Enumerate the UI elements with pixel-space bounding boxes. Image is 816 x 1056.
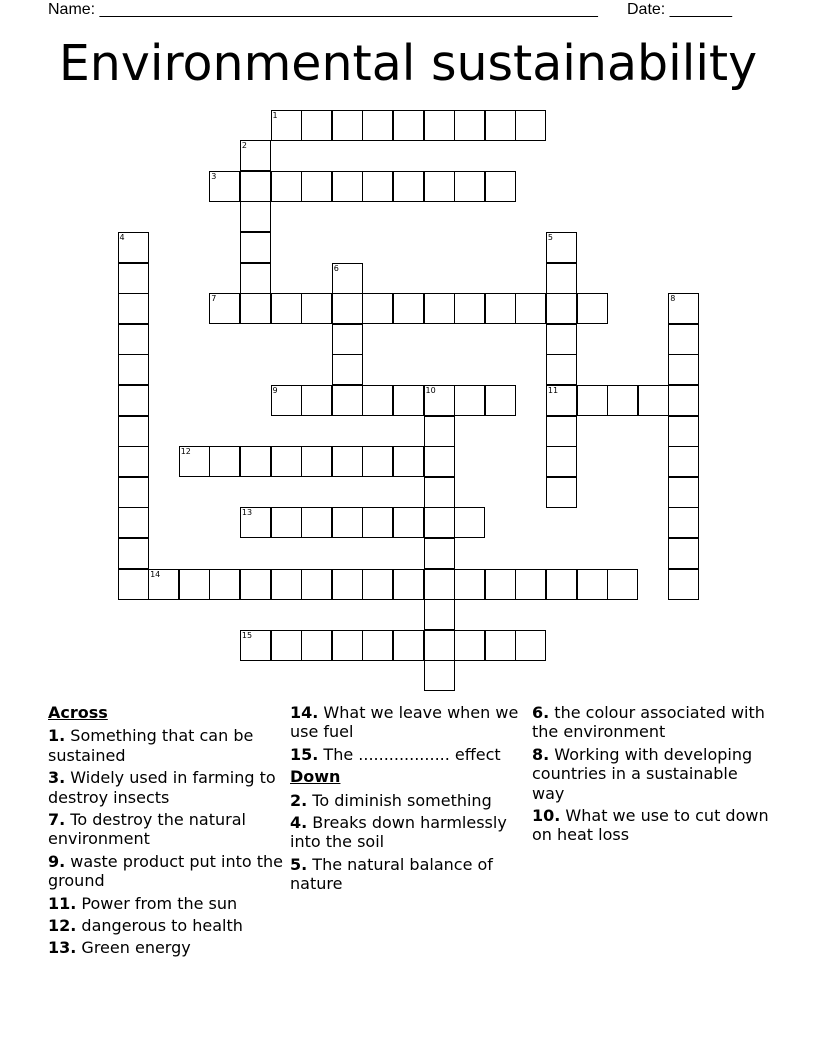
- grid-cell[interactable]: [424, 599, 455, 630]
- grid-cell[interactable]: [577, 385, 608, 416]
- grid-cell[interactable]: [454, 110, 485, 141]
- grid-cell[interactable]: [271, 446, 302, 477]
- grid-cell[interactable]: [393, 446, 424, 477]
- grid-cell[interactable]: [240, 630, 271, 661]
- grid-cell[interactable]: [271, 507, 302, 538]
- grid-cell[interactable]: [638, 385, 669, 416]
- clue-column-1: [48, 703, 288, 961]
- clue-across-13: 13. Green energy: [48, 938, 191, 958]
- grid-cell[interactable]: [515, 630, 546, 661]
- grid-cell[interactable]: [271, 293, 302, 324]
- grid-cell[interactable]: [668, 446, 699, 477]
- name-field[interactable]: Name: ________________________________________________________: [48, 1, 598, 18]
- grid-cell[interactable]: [240, 171, 271, 202]
- grid-cell[interactable]: [424, 416, 455, 447]
- grid-cell[interactable]: [362, 569, 393, 600]
- grid-cell[interactable]: [485, 630, 516, 661]
- cell-number: 11: [547, 385, 559, 395]
- grid-cell[interactable]: [546, 446, 577, 477]
- grid-cell[interactable]: [393, 507, 424, 538]
- grid-cell[interactable]: [362, 385, 393, 416]
- clue-down-6: 6. the colour associated with the environment: [532, 703, 765, 742]
- clue-down-2: 2. To diminish something: [290, 790, 492, 810]
- grid-cell[interactable]: [424, 171, 455, 202]
- grid-cell[interactable]: [271, 171, 302, 202]
- grid-cell[interactable]: [271, 110, 302, 141]
- across-heading: Across: [48, 703, 108, 722]
- cell-number: 2: [241, 141, 247, 151]
- clue-across-7: 7. To destroy the natural environment: [48, 810, 246, 849]
- grid-cell[interactable]: [240, 201, 271, 232]
- grid-cell[interactable]: [118, 477, 149, 508]
- grid-cell[interactable]: [668, 538, 699, 569]
- grid-cell[interactable]: [240, 140, 271, 171]
- grid-cell[interactable]: [424, 660, 455, 691]
- grid-cell[interactable]: [668, 385, 699, 416]
- grid-cell[interactable]: [118, 416, 149, 447]
- grid-cell[interactable]: [209, 569, 240, 600]
- grid-cell[interactable]: [454, 630, 485, 661]
- cell-number: 9: [272, 385, 278, 395]
- grid-cell[interactable]: [607, 569, 638, 600]
- clue-across-1: 1. Something that can be sustained: [48, 726, 254, 765]
- grid-cell[interactable]: [332, 385, 363, 416]
- grid-cell[interactable]: [546, 569, 577, 600]
- cell-number: 1: [272, 110, 278, 120]
- grid-cell[interactable]: [546, 477, 577, 508]
- grid-cell[interactable]: [362, 446, 393, 477]
- grid-cell[interactable]: [393, 385, 424, 416]
- clue-across-3: 3. Widely used in farming to destroy insects: [48, 768, 276, 807]
- grid-cell[interactable]: [118, 538, 149, 569]
- grid-cell[interactable]: [515, 293, 546, 324]
- grid-cell[interactable]: [209, 446, 240, 477]
- grid-cell[interactable]: [424, 110, 455, 141]
- grid-cell[interactable]: [546, 232, 577, 263]
- grid-cell[interactable]: [424, 569, 455, 600]
- grid-cell[interactable]: [424, 385, 455, 416]
- grid-cell[interactable]: [332, 630, 363, 661]
- grid-cell[interactable]: [577, 293, 608, 324]
- grid-cell[interactable]: [515, 569, 546, 600]
- grid-cell[interactable]: [118, 446, 149, 477]
- grid-cell[interactable]: [148, 569, 179, 600]
- grid-cell[interactable]: [301, 293, 332, 324]
- grid-cell[interactable]: [424, 630, 455, 661]
- clue-across-14: 14. What we leave when we use fuel: [290, 703, 519, 742]
- grid-cell[interactable]: [301, 630, 332, 661]
- grid-cell[interactable]: [546, 416, 577, 447]
- grid-cell[interactable]: [668, 507, 699, 538]
- grid-cell[interactable]: [668, 416, 699, 447]
- grid-cell[interactable]: [454, 385, 485, 416]
- grid-cell[interactable]: [301, 569, 332, 600]
- clue-column-2: [290, 703, 530, 897]
- grid-cell[interactable]: [454, 569, 485, 600]
- grid-cell[interactable]: [485, 171, 516, 202]
- clue-across-15: 15. The .................. effect: [290, 744, 501, 764]
- cell-number: 4: [119, 232, 125, 242]
- cell-number: 8: [670, 294, 676, 304]
- grid-cell[interactable]: [424, 293, 455, 324]
- grid-cell[interactable]: [332, 324, 363, 355]
- grid-cell[interactable]: [393, 293, 424, 324]
- grid-cell[interactable]: [546, 263, 577, 294]
- grid-cell[interactable]: [485, 569, 516, 600]
- grid-cell[interactable]: [424, 538, 455, 569]
- cell-number: 6: [333, 263, 339, 273]
- clue-down-8: 8. Working with developing countries in a sustainable way: [532, 744, 753, 803]
- grid-cell[interactable]: [240, 569, 271, 600]
- grid-cell[interactable]: [301, 171, 332, 202]
- grid-cell[interactable]: [485, 385, 516, 416]
- grid-cell[interactable]: [485, 293, 516, 324]
- cell-number: 10: [425, 385, 436, 395]
- grid-cell[interactable]: [118, 507, 149, 538]
- grid-cell[interactable]: [240, 446, 271, 477]
- grid-cell[interactable]: [362, 507, 393, 538]
- grid-cell[interactable]: [118, 232, 149, 263]
- grid-cell[interactable]: [577, 569, 608, 600]
- grid-cell[interactable]: [118, 569, 149, 600]
- grid-cell[interactable]: [362, 110, 393, 141]
- grid-cell[interactable]: [118, 385, 149, 416]
- grid-cell[interactable]: [332, 507, 363, 538]
- grid-cell[interactable]: [332, 263, 363, 294]
- cell-number: 15: [241, 630, 253, 640]
- clue-column-3: [532, 703, 772, 848]
- grid-cell[interactable]: [118, 324, 149, 355]
- grid-cell[interactable]: [332, 293, 363, 324]
- clue-across-12: 12. dangerous to health: [48, 916, 243, 936]
- grid-cell[interactable]: [179, 446, 210, 477]
- grid-cell[interactable]: [179, 569, 210, 600]
- page-title: Environmental sustainability: [58, 35, 758, 92]
- grid-cell[interactable]: [546, 293, 577, 324]
- grid-cell[interactable]: [118, 263, 149, 294]
- grid-cell[interactable]: [209, 171, 240, 202]
- grid-cell[interactable]: [332, 171, 363, 202]
- grid-cell[interactable]: [240, 263, 271, 294]
- grid-cell[interactable]: [332, 446, 363, 477]
- grid-cell[interactable]: [393, 110, 424, 141]
- grid-cell[interactable]: [668, 477, 699, 508]
- grid-cell[interactable]: [240, 232, 271, 263]
- cell-number: 13: [241, 508, 253, 518]
- grid-cell[interactable]: [332, 569, 363, 600]
- grid-cell[interactable]: [332, 354, 363, 385]
- grid-cell[interactable]: [393, 569, 424, 600]
- grid-cell[interactable]: [393, 171, 424, 202]
- cell-number: 12: [180, 447, 191, 457]
- grid-cell[interactable]: [546, 385, 577, 416]
- cell-number: 3: [211, 171, 217, 181]
- date-field[interactable]: Date: _______: [627, 1, 732, 18]
- grid-cell[interactable]: [668, 569, 699, 600]
- grid-cell[interactable]: [301, 110, 332, 141]
- grid-cell[interactable]: [362, 171, 393, 202]
- grid-cell[interactable]: [240, 293, 271, 324]
- down-heading: Down: [290, 767, 341, 787]
- grid-cell[interactable]: [454, 507, 485, 538]
- clue-down-4: 4. Breaks down harmlessly into the soil: [290, 813, 507, 852]
- cell-number: 7: [211, 294, 217, 304]
- grid-cell[interactable]: [209, 293, 240, 324]
- grid-cell[interactable]: [546, 324, 577, 355]
- grid-cell[interactable]: [118, 354, 149, 385]
- clue-down-10: 10. What we use to cut down on heat loss: [532, 806, 769, 845]
- grid-cell[interactable]: [240, 507, 271, 538]
- grid-cell[interactable]: [393, 630, 424, 661]
- grid-cell[interactable]: [485, 110, 516, 141]
- grid-cell[interactable]: [362, 293, 393, 324]
- grid-cell[interactable]: [424, 507, 455, 538]
- grid-cell[interactable]: [668, 354, 699, 385]
- grid-cell[interactable]: [454, 171, 485, 202]
- grid-cell[interactable]: [668, 324, 699, 355]
- clue-across-11: 11. Power from the sun: [48, 893, 238, 913]
- grid-cell[interactable]: [424, 477, 455, 508]
- cell-number: 14: [150, 569, 161, 579]
- grid-cell[interactable]: [515, 110, 546, 141]
- grid-cell[interactable]: [271, 630, 302, 661]
- grid-cell[interactable]: [362, 630, 393, 661]
- grid-cell[interactable]: [271, 385, 302, 416]
- grid-cell[interactable]: [271, 569, 302, 600]
- grid-cell[interactable]: [118, 293, 149, 324]
- grid-cell[interactable]: [546, 354, 577, 385]
- grid-cell[interactable]: [301, 385, 332, 416]
- cell-number: 5: [547, 232, 553, 242]
- grid-cell[interactable]: [454, 293, 485, 324]
- grid-cell[interactable]: [301, 446, 332, 477]
- grid-cell[interactable]: [332, 110, 363, 141]
- grid-cell[interactable]: [668, 293, 699, 324]
- grid-cell[interactable]: [424, 446, 455, 477]
- clue-down-5: 5. The natural balance of nature: [290, 854, 493, 894]
- clue-across-9: 9. waste product put into the ground: [48, 851, 284, 891]
- grid-cell[interactable]: [607, 385, 638, 416]
- grid-cell[interactable]: [301, 507, 332, 538]
